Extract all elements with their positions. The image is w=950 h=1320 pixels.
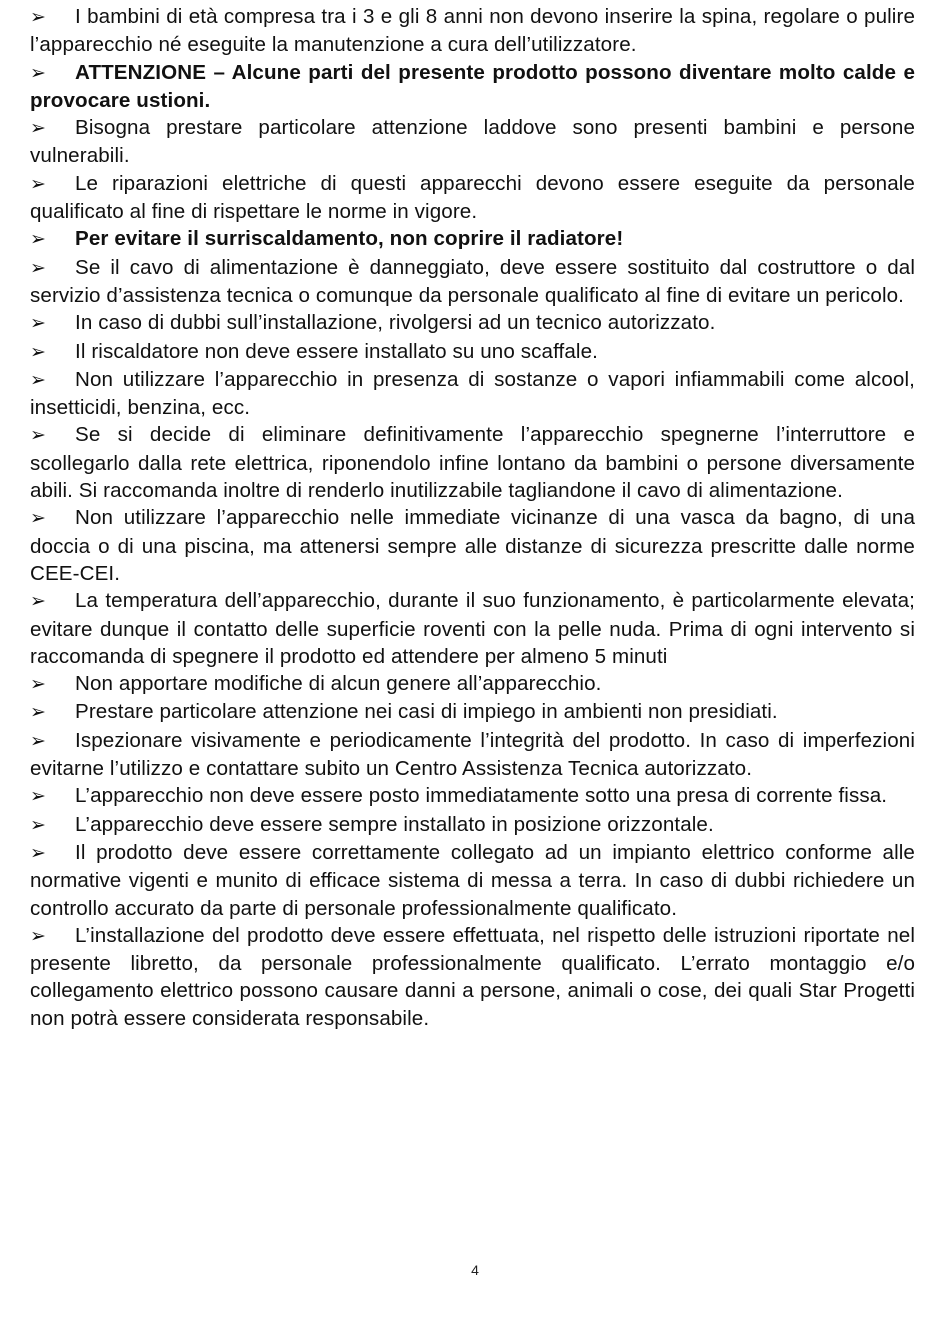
arrow-bullet-icon: ➢: [30, 368, 47, 391]
list-item: [30, 366, 915, 422]
list-item: [30, 670, 915, 698]
arrow-bullet-icon: ➢: [30, 785, 47, 808]
arrow-bullet-icon: ➢: [30, 590, 47, 613]
list-item: [30, 225, 915, 253]
list-item: [30, 727, 915, 783]
arrow-bullet-icon: ➢: [30, 424, 47, 447]
item-text: L’apparecchio deve essere sempre installato in posizione orizzontale.: [75, 812, 714, 836]
arrow-bullet-icon: ➢: [30, 256, 47, 279]
arrow-bullet-icon: ➢: [30, 340, 47, 363]
item-text: Bisogna prestare particolare attenzione laddove sono presenti bambini e persone vulnerabili.: [30, 116, 915, 168]
list-item: [30, 59, 915, 115]
item-text: Non apportare modifiche di alcun genere all’apparecchio.: [75, 672, 602, 696]
arrow-bullet-icon: ➢: [30, 228, 47, 251]
list-item: [30, 811, 915, 839]
item-text: Non utilizzare l’apparecchio nelle immediate vicinanze di una vasca da bagno, di una doccia o di una piscina, ma attenersi sempre alle distanze di sicurezza prescritte dalle norme CEE-CEI.: [30, 506, 915, 585]
page-number: 4: [471, 1262, 479, 1278]
list-item: [30, 309, 915, 337]
item-text: I bambini di età compresa tra i 3 e gli 8 anni non devono inserire la spina, regolare o pulire l’apparecchio né eseguite la manutenzione a cura dell’utilizzatore.: [30, 5, 915, 57]
list-item: [30, 839, 915, 922]
item-text: Le riparazioni elettriche di questi apparecchi devono essere eseguite da personale qualificato al fine di rispettare le norme in vigore.: [30, 171, 915, 224]
list-item: [30, 587, 915, 670]
arrow-bullet-icon: ➢: [30, 701, 47, 724]
list-item: [30, 782, 915, 810]
item-text: Il prodotto deve essere correttamente collegato ad un impianto elettrico conforme alle normative vigenti e munito di efficace sistema di messa a terra. In caso di dubbi richiedere un controllo accurato da parte di personale professionalmente qualificato.: [30, 840, 915, 920]
arrow-bullet-icon: ➢: [30, 729, 47, 752]
arrow-bullet-icon: ➢: [30, 61, 47, 84]
item-text: Ispezionare visivamente e periodicamente l’integrità del prodotto. In caso di imperfezioni evitarne l’utilizzo e contattare subito un Centro Assistenza Tecnica autorizzato.: [30, 728, 915, 781]
arrow-bullet-icon: ➢: [30, 673, 47, 696]
arrow-bullet-icon: ➢: [30, 172, 47, 195]
arrow-bullet-icon: ➢: [30, 6, 47, 28]
safety-instructions-list: [30, 3, 915, 1032]
list-item: [30, 698, 915, 726]
arrow-bullet-icon: ➢: [30, 841, 47, 864]
item-text: Se il cavo di alimentazione è danneggiato, deve essere sostituito dal costruttore o dal servizio d’assistenza tecnica o comunque da personale qualificato al fine di evitare un pericolo.: [30, 255, 915, 307]
item-text: La temperatura dell’apparecchio, durante il suo funzionamento, è particolarmente elevata; evitare dunque il contatto delle superficie roventi con la pelle nuda. Prima di ogni intervento si raccomanda di spegnere il prodotto ed attendere per almeno 5 minuti: [30, 589, 915, 668]
item-text: Se si decide di eliminare definitivamente l’apparecchio spegnerne l’interruttore e scollegarlo dalla rete elettrica, riponendolo infine lontano da bambini o persone diversamente abili. Si raccomanda inoltre di renderlo inutilizzabile tagliandone il cavo di alimentazione.: [30, 423, 915, 503]
item-text: Il riscaldatore non deve essere installato su uno scaffale.: [75, 339, 598, 363]
item-text: Prestare particolare attenzione nei casi di impiego in ambienti non presidiati.: [75, 700, 778, 724]
list-item: [30, 254, 915, 310]
list-item: [30, 922, 915, 1032]
list-item: [30, 338, 915, 366]
arrow-bullet-icon: ➢: [30, 813, 47, 836]
item-text: Per evitare il surriscaldamento, non coprire il radiatore!: [75, 227, 624, 251]
arrow-bullet-icon: ➢: [30, 312, 47, 335]
list-item: [30, 114, 915, 170]
arrow-bullet-icon: ➢: [30, 507, 47, 530]
item-text: In caso di dubbi sull’installazione, rivolgersi ad un tecnico autorizzato.: [75, 311, 716, 335]
list-item: [30, 421, 915, 504]
list-item: [30, 504, 915, 587]
item-text: L’installazione del prodotto deve essere effettuata, nel rispetto delle istruzioni riportate nel presente libretto, da personale professionalmente qualificato. L’errato montaggio e/o collegamento elettrico possono causare danni a persone, animali o cose, dei quali Star Progetti non potrà essere considerata responsabile.: [30, 923, 915, 1030]
item-text: Non utilizzare l’apparecchio in presenza di sostanze o vapori infiammabili come alcool, insetticidi, benzina, ecc.: [30, 367, 915, 420]
item-text: L’apparecchio non deve essere posto immediatamente sotto una presa di corrente fissa.: [75, 784, 888, 808]
item-text: ATTENZIONE – Alcune parti del presente prodotto possono diventare molto calde e provocare ustioni.: [30, 60, 915, 112]
list-item: [30, 3, 915, 59]
arrow-bullet-icon: ➢: [30, 117, 47, 140]
list-item: [30, 170, 915, 226]
arrow-bullet-icon: ➢: [30, 924, 47, 947]
